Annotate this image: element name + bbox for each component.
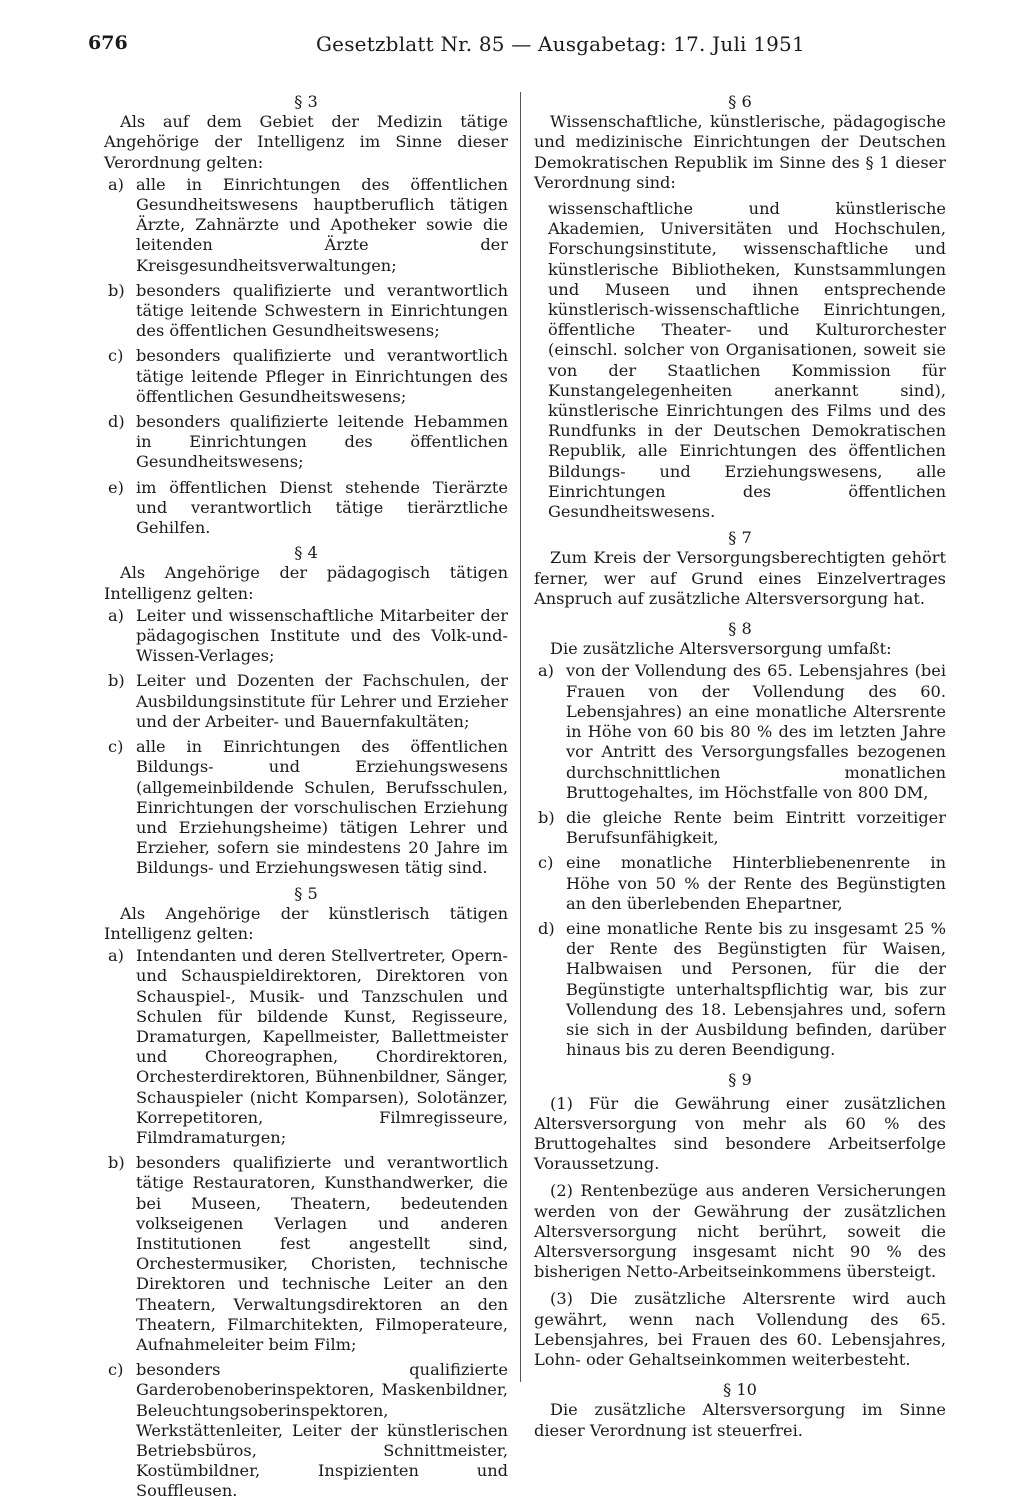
item-letter: b) — [108, 1153, 125, 1173]
section-3-item-d — [104, 412, 508, 473]
section-3-item-a — [104, 175, 508, 276]
section-5-item-a — [104, 946, 508, 1148]
section-5-heading: § 5 — [294, 883, 318, 903]
item-letter: b) — [538, 807, 555, 827]
right-column — [534, 90, 946, 1441]
section-3-item-b — [104, 281, 508, 342]
item-text: von der Vollendung des 65. Lebensjahres (bei Frauen von der Vollendung des 60. Lebensjahres) an eine monatliche Altersrente in Höhe von 60 bis 80 % des im letzten Jahre vor Antritt des Versorgungsfalles bezogenen durchschnittlichen monatlichen Bruttogehaltes, im Höchstfalle von 800 DM, — [566, 661, 946, 802]
item-text: Intendanten und deren Stellvertreter, Opern- und Schauspieldirektoren, Direktoren von Schauspiel-, Musik- und Tanzschulen und Schulen für bildende Kunst, Regisseure, Dramaturgen, Kapellmeister, Ballettmeister und Choreographen, Chordirektoren, Orchesterdirektoren, Bühnenbildner, Sänger, Schauspieler (nicht Komparsen), Solotänzer, Korrepetitoren, Filmregisseure, Filmdramaturgen; — [136, 946, 508, 1147]
item-text: Leiter und wissenschaftliche Mitarbeiter der pädagogischen Institute und des Volk-und-Wissen-Verlages; — [136, 605, 508, 666]
section-3-heading: § 3 — [294, 92, 318, 111]
item-text: alle in Einrichtungen des öffentlichen Gesundheitswesens hauptberuflich tätigen Ärzte, Zahnärzte und Apotheker sowie die leitenden Ärzte der Kreisgesundheitsverwaltungen; — [136, 174, 508, 275]
item-text: besonders qualifizierte leitende Hebammen in Einrichtungen des öffentlichen Gesundheitswesens; — [136, 412, 508, 472]
section-6-body: wissenschaftliche und künstlerische Akademien, Universitäten und Hochschulen, Forschungsinstitute, wissenschaftliche und künstlerische Bibliotheken, Kunstsammlungen und Museen und ihnen entsprechende künstlerisch-wissenschaftliche Einrichtungen, öffentliche Theater- und Kulturorchester (einschl. solcher von Organisationen, soweit sie von der Staatlichen Kommission für Kunstangelegenheiten anerkannt sind), künstlerische Einrichtungen des Films und des Rundfunks in der Deutschen Demokratischen Republik, alle Einrichtungen des öffentlichen Bildungs- und Erziehungswesens, alle Einrichtungen des öffentlichen Gesundheitswesens. — [548, 199, 946, 522]
section-5-item-b — [104, 1153, 508, 1355]
section-6-intro: Wissenschaftliche, künstlerische, pädagogische und medizinische Einrichtungen der Deutschen Demokratischen Republik im Sinne des § 1 dieser Verordnung sind: — [534, 112, 946, 192]
section-4-item-b — [104, 671, 508, 732]
section-8-item-c — [534, 853, 946, 914]
item-letter: a) — [108, 946, 124, 966]
section-9-heading: § 9 — [728, 1070, 752, 1090]
section-3-item-e — [104, 478, 508, 539]
page-number: 676 — [88, 32, 128, 54]
section-9-para-1: (1) Für die Gewährung einer zusätzlichen Altersversorgung von mehr als 60 % des Bruttogehaltes sind besondere Arbeitserfolge Voraussetzung. — [534, 1093, 946, 1174]
item-letter: b) — [108, 280, 125, 300]
item-text: die gleiche Rente beim Eintritt vorzeitiger Berufsunfähigkeit, — [566, 807, 946, 848]
item-text: besonders qualifizierte und verantwortlich tätige leitende Pfleger in Einrichtungen des öffentlichen Gesundheitswesens; — [136, 346, 508, 406]
section-8-item-d — [534, 919, 946, 1060]
item-letter: a) — [108, 174, 124, 194]
section-8-item-a — [534, 661, 946, 802]
item-text: im öffentlichen Dienst stehende Tierärzte und verantwortlich tätige tierärztliche Gehilfen. — [136, 477, 508, 538]
section-9-para-2: (2) Rentenbezüge aus anderen Versicherungen werden von der Gewährung der zusätzlichen Altersversorgung nicht berührt, soweit die Altersversorgung insgesamt nicht 90 % des bisherigen Netto-Arbeitseinkommens übersteigt. — [534, 1181, 946, 1282]
item-letter: d) — [108, 412, 125, 432]
section-6-heading: § 6 — [728, 92, 752, 111]
column-divider — [520, 92, 521, 1382]
section-4-intro: Als Angehörige der pädagogisch tätigen Intelligenz gelten: — [104, 563, 508, 603]
page-header — [88, 30, 950, 60]
item-letter: b) — [108, 671, 125, 691]
item-letter: d) — [538, 918, 555, 938]
item-text: besonders qualifizierte und verantwortlich tätige leitende Schwestern in Einrichtungen des öffentlichen Gesundheitswesens; — [136, 280, 508, 341]
section-4-item-a — [104, 606, 508, 667]
section-8-intro: Die zusätzliche Altersversorgung umfaßt: — [550, 639, 892, 659]
item-letter: c) — [108, 737, 124, 757]
section-5-intro: Als Angehörige der künstlerisch tätigen Intelligenz gelten: — [104, 903, 508, 943]
section-4-item-c — [104, 737, 508, 878]
item-letter: a) — [108, 605, 124, 625]
section-10-text: Die zusätzliche Altersversorgung im Sinne dieser Verordnung ist steuerfrei. — [534, 1400, 946, 1440]
section-7-text: Zum Kreis der Versorgungsberechtigten gehört ferner, wer auf Grund eines Einzelvertrages Anspruch auf zusätzliche Altersversorgung hat. — [534, 548, 946, 608]
item-text: eine monatliche Hinterbliebenenrente in Höhe von 50 % der Rente des Begünstigten an den überlebenden Ehepartner, — [566, 853, 946, 913]
section-4-heading: § 4 — [294, 543, 318, 563]
item-letter: c) — [108, 1360, 124, 1380]
section-7-heading: § 7 — [728, 528, 752, 548]
section-3-intro: Als auf dem Gebiet der Medizin tätige Angehörige der Intelligenz im Sinne dieser Verordnung gelten: — [104, 112, 508, 172]
section-3-item-c — [104, 346, 508, 407]
item-text: alle in Einrichtungen des öffentlichen Bildungs- und Erziehungswesens (allgemeinbildende Schulen, Berufsschulen, Einrichtungen der vorschulischen Erziehung und Erziehungsheime) tätigen Lehrer und Erzieher, sofern sie mindestens 20 Jahre im Bildungs- und Erziehungswesen tätig sind. — [136, 737, 508, 878]
page-title: Gesetzblatt Nr. 85 — Ausgabetag: 17. Juli 1951 — [316, 32, 805, 56]
item-text: eine monatliche Rente bis zu insgesamt 25 % der Rente des Begünstigten für Waisen, Halbwaisen und Personen, für die der Begünstigte unterhaltspflichtig war, bis zur Vollendung des 18. Lebensjahres und, sofern sie sich in der Ausbildung befinden, darüber hinaus bis zu deren Beendigung. — [566, 918, 946, 1060]
item-letter: c) — [108, 346, 124, 366]
item-letter: c) — [538, 853, 554, 873]
left-column — [104, 90, 508, 1507]
section-5-item-c — [104, 1360, 508, 1501]
item-text: besonders qualifizierte Garderobenoberinspektoren, Maskenbildner, Beleuchtungsoberinspektoren, Werkstättenleiter, Leiter der künstlerischen Betriebsbüros, Schnittmeister, Kostümbildner, Inspizienten und Souffleusen. — [136, 1360, 508, 1501]
item-text: Leiter und Dozenten der Fachschulen, der Ausbildungsinstitute für Lehrer und Erzieher und der Arbeiter- und Bauernfakultäten; — [136, 671, 508, 731]
section-8-item-b — [534, 808, 946, 848]
item-letter: e) — [108, 477, 124, 497]
item-letter: a) — [538, 661, 554, 681]
section-10-heading: § 10 — [723, 1380, 757, 1400]
section-9-para-3: (3) Die zusätzliche Altersrente wird auch gewährt, wenn nach Vollendung des 65. Lebensjahres, bei Frauen des 60. Lebensjahres, Lohn- oder Gehaltseinkommen weiterbesteht. — [534, 1289, 946, 1369]
section-8-heading: § 8 — [728, 619, 752, 639]
item-text: besonders qualifizierte und verantwortlich tätige Restauratoren, Kunsthandwerker, die bei Museen, Theatern, bedeutenden volkseigenen Verlagen und anderen Institutionen fest angestellt sind, Orchestermusiker, Choristen, technische Direktoren und technische Leiter an den Theatern, Verwaltungsdirektoren an den Theatern, Filmarchitekten, Filmoperateure, Aufnahmeleiter beim Film; — [136, 1153, 508, 1354]
